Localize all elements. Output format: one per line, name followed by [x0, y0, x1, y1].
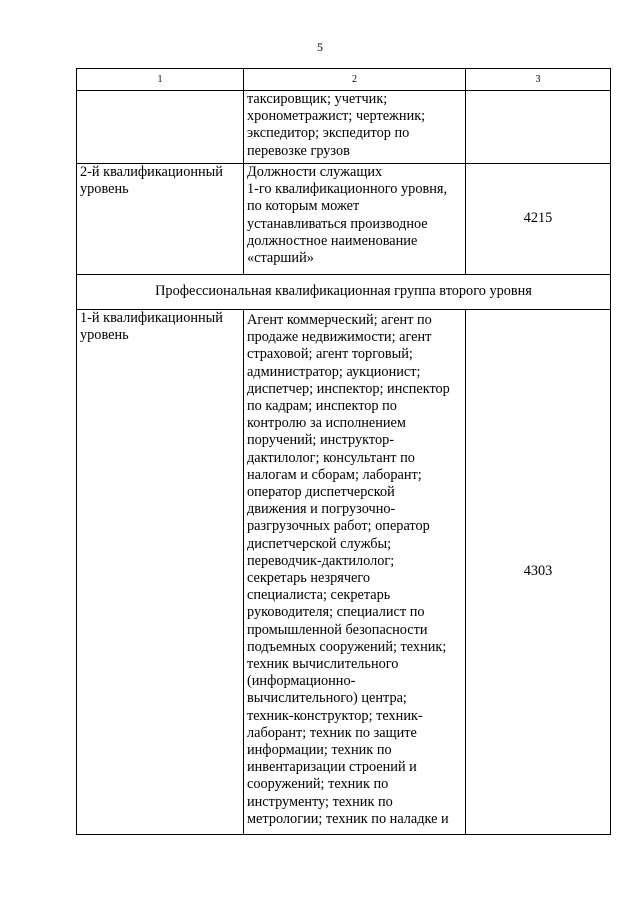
positions-cell: таксировщик; учетчик; хронометражист; чертежник; экспедитор; экспедитор по перевозке грузов [244, 91, 466, 164]
positions-cell: Должности служащих 1-го квалификационного уровня, по которым может устанавливаться производное должностное наименование «старший» [244, 164, 466, 275]
table-header-row [77, 69, 611, 91]
table-row [77, 164, 611, 275]
header-col-1: 1 [77, 69, 244, 91]
level-cell: 2-й квалификационный уровень [77, 164, 244, 275]
group-row [77, 275, 611, 310]
table-row [77, 310, 611, 835]
positions-cell [244, 310, 466, 835]
level-cell: 1-й квалификационный уровень [77, 310, 244, 835]
qualification-table [76, 68, 611, 835]
header-col-3: 3 [466, 69, 611, 91]
code-cell [466, 91, 611, 164]
code-cell: 4303 [466, 310, 611, 835]
level-cell [77, 91, 244, 164]
table-row [77, 91, 611, 164]
code-cell: 4215 [466, 164, 611, 275]
header-col-2: 2 [244, 69, 466, 91]
group-title: Профессиональная квалификационная группа второго уровня [77, 275, 611, 310]
positions-text: Агент коммерческий; агент по продаже недвижимости; агент страховой; агент торговый; администратор; аукционист; диспетчер; инспектор; инспектор по кадрам; инспектор по контролю за исполнением поручений; инструктор- дактилолог; консультант по налогам и сборам; лаборант; оператор диспетчерской движения и погрузочно- разгрузочных работ; оператор диспетчерской службы; переводчик-дактилолог; секретарь незрячего специалиста; секретарь руководителя; специалист по промышленной безопасности подъемных сооружений; техник; техник вычислительного (информационно- вычислительного) центра; техник-конструктор; техник- лаборант; техник по защите информации; техник по инвентаризации строений и сооружений; техник по инструменту; техник по метрологии; техник по наладке и [247, 312, 450, 827]
page-number: 5 [317, 40, 323, 54]
